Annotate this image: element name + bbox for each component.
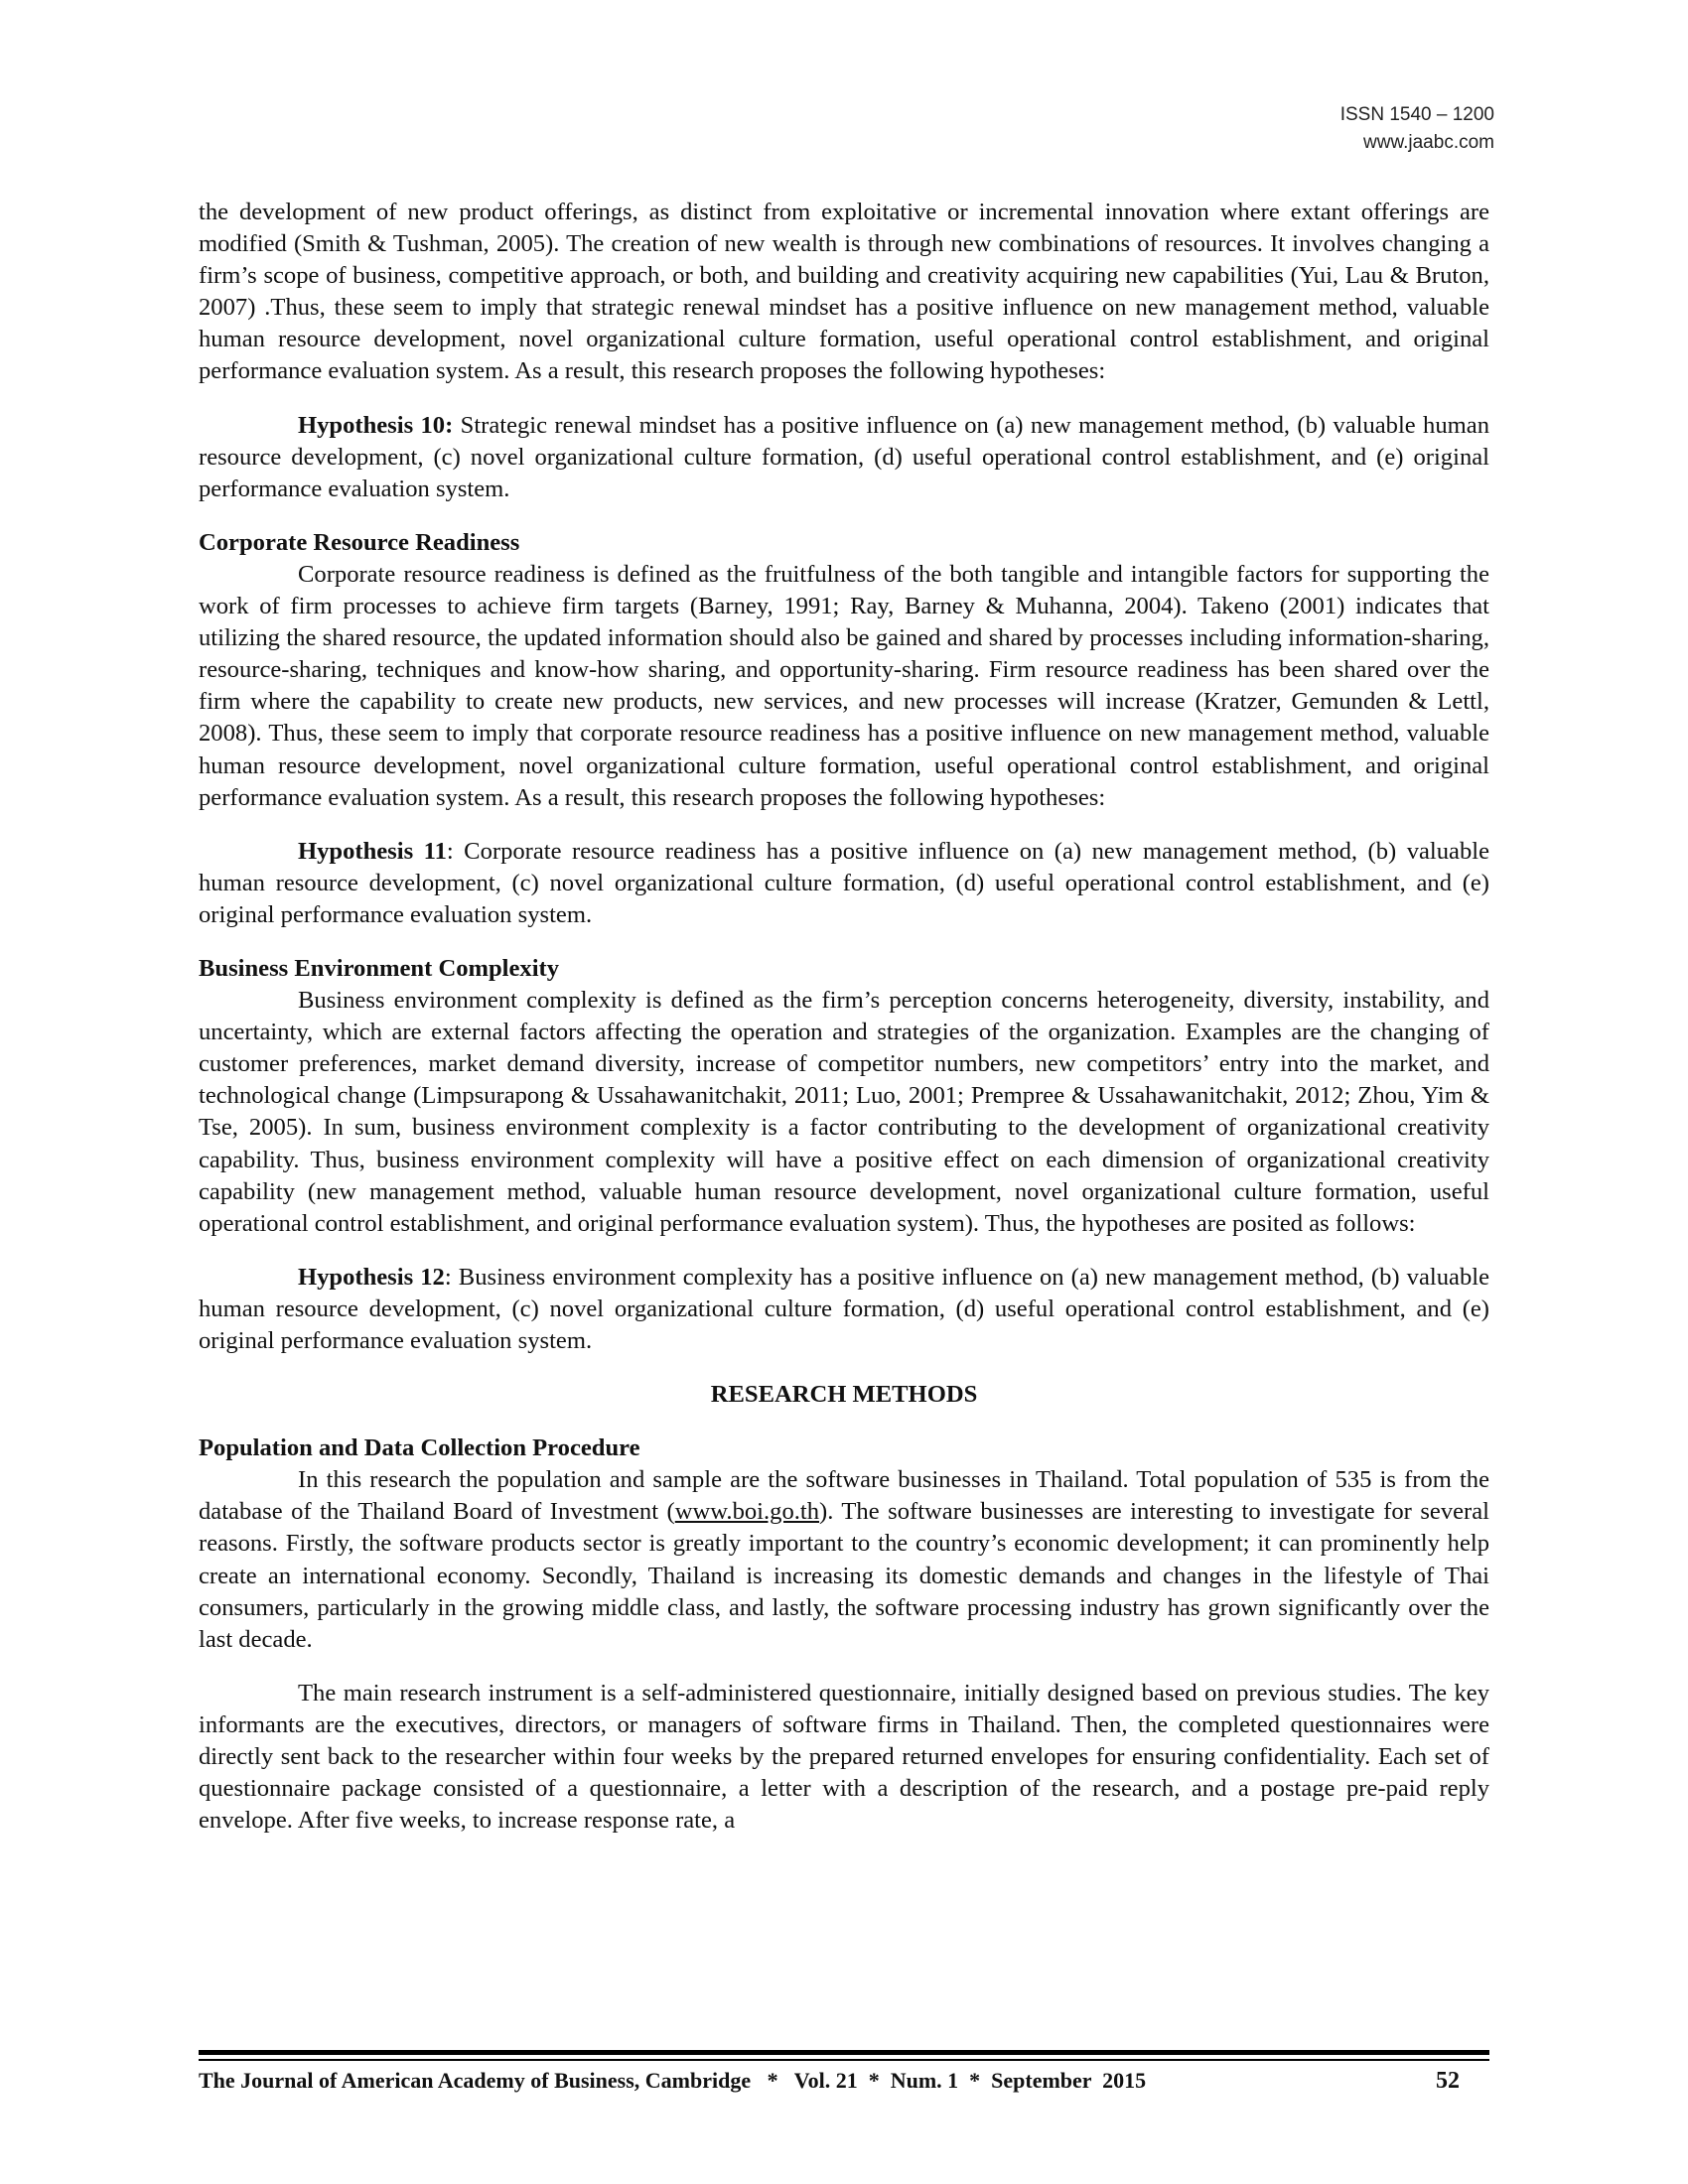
boi-website-link[interactable]: www.boi.go.th — [674, 1498, 820, 1526]
population-text-after-link: ). The software businesses are interesting to investigate for several reasons. Firstly, the software products sector is greatly important to the country’s economic development; it can prominently help create an international economy. Secondly, Thailand is increasing its domestic demands and changes in the lifestyle of Thai consumers, particularly in the growing middle class, and lastly, the software processing industry has grown significantly over the last decade. — [199, 1498, 1489, 1653]
footer-thin-rule — [199, 2059, 1489, 2061]
page-footer — [199, 2068, 1489, 2104]
section-heading-business-environment-complexity: Business Environment Complexity — [199, 954, 560, 982]
corporate-resource-readiness-paragraph: Corporate resource readiness is defined as the fruitfulness of the both tangible and intangible factors for supporting the work of firm processes to achieve firm targets (Barney, 1991; Ray, Barney & Muhanna, 2004). Takeno (2001) indicates that utilizing the shared resource, the updated information should also be gained and shared by processes including information-sharing, resource-sharing, techniques and know-how sharing, and opportunity-sharing. Firm resource readiness has been shared over the firm where the capability to create new products, new services, and new processes will increase (Kratzer, Gemunden & Lettl, 2008). Thus, these seem to imply that corporate resource readiness has a positive influence on new management method, valuable human resource development, novel organizational culture formation, useful operational control establishment, and original performance evaluation system. As a result, this research proposes the following hypotheses: — [199, 560, 1489, 811]
hypothesis-12-label: Hypothesis 12 — [298, 1263, 445, 1291]
page-number: 52 — [1436, 2068, 1460, 2094]
hypothesis-12-text: : Business environment complexity has a positive influence on (a) new management method, (b) valuable human resource development, (c) novel organizational culture formation, (d) useful operational control establishment, and (e) original performance evaluation system. — [199, 1263, 1489, 1354]
population-paragraph — [199, 1464, 1489, 1656]
hypothesis-11-text: : Corporate resource readiness has a positive influence on (a) new management method, (b) valuable human resource development, (c) novel organizational culture formation, (d) useful operational control establishment, and (e) original performance evaluation system. — [199, 837, 1489, 928]
journal-issn-block — [1340, 101, 1494, 157]
hypothesis-10 — [199, 410, 1489, 505]
section-heading-corporate-resource-readiness: Corporate Resource Readiness — [199, 528, 520, 556]
research-methods-heading: RESEARCH METHODS — [710, 1381, 978, 1409]
section-heading-population: Population and Data Collection Procedure — [199, 1434, 640, 1462]
intro-paragraph: the development of new product offerings, as distinct from exploitative or incremental innovation where extant offerings are modified (Smith & Tushman, 2005). The creation of new wealth is through new combinations of resources. It involves changing a firm’s scope of business, competitive approach, or both, and building and creativity acquiring new capabilities (Yui, Lau & Bruton, 2007) .Thus, these seem to imply that strategic renewal mindset has a positive influence on new management method, valuable human resource development, novel organizational culture formation, useful operational control establishment, and original performance evaluation system. As a result, this research proposes the following hypotheses: — [199, 199, 1489, 385]
hypothesis-10-label: Hypothesis 10: — [298, 411, 454, 439]
issn-text: ISSN 1540 – 1200 — [1339, 104, 1494, 125]
journal-website: www.jaabc.com — [1363, 132, 1494, 153]
hypothesis-12 — [199, 1262, 1489, 1357]
page-body — [199, 197, 1489, 1837]
business-environment-complexity-paragraph: Business environment complexity is defined as the firm’s perception concerns heterogeneity, diversity, instability, and uncertainty, which are external factors affecting the operation and strategies of the organization. Examples are the changing of customer preferences, market demand diversity, increase of competitor numbers, new competitors’ entry into the market, and technological change (Limpsurapong & Ussahawanitchakit, 2011; Luo, 2001; Prempree & Ussahawanitchakit, 2012; Zhou, Yim & Tse, 2005). In sum, business environment complexity is a factor contributing to the development of organizational creativity capability. Thus, business environment complexity will have a positive effect on each dimension of organizational creativity capability (new management method, valuable human resource development, novel organizational culture formation, useful operational control establishment, and original performance evaluation system). Thus, the hypotheses are posited as follows: — [199, 987, 1489, 1237]
footer-journal-citation: The Journal of American Academy of Business, Cambridge * Vol. 21 * Num. 1 * September 2015 — [199, 2068, 1147, 2093]
hypothesis-10-text: Strategic renewal mindset has a positive influence on (a) new management method, (b) valuable human resource development, (c) novel organizational culture formation, (d) useful operational control establishment, and (e) original performance evaluation system. — [199, 411, 1489, 502]
footer-thick-rule — [199, 2050, 1489, 2055]
research-instrument-paragraph: The main research instrument is a self-administered questionnaire, initially designed based on previous studies. The key informants are the executives, directors, or managers of software firms in Thailand. Then, the completed questionnaires were directly sent back to the researcher within four weeks by the prepared returned envelopes for ensuring confidentiality. Each set of questionnaire package consisted of a questionnaire, a letter with a description of the research, and a postage pre-paid reply envelope. After five weeks, to increase response rate, a — [199, 1679, 1489, 1835]
population-text-before-link: In this research the population and sample are the software businesses in Thailand. Total population of 535 is from the database of the Thailand Board of Investment ( — [199, 1466, 1489, 1526]
hypothesis-11-label: Hypothesis 11 — [298, 837, 447, 865]
hypothesis-11 — [199, 836, 1489, 931]
